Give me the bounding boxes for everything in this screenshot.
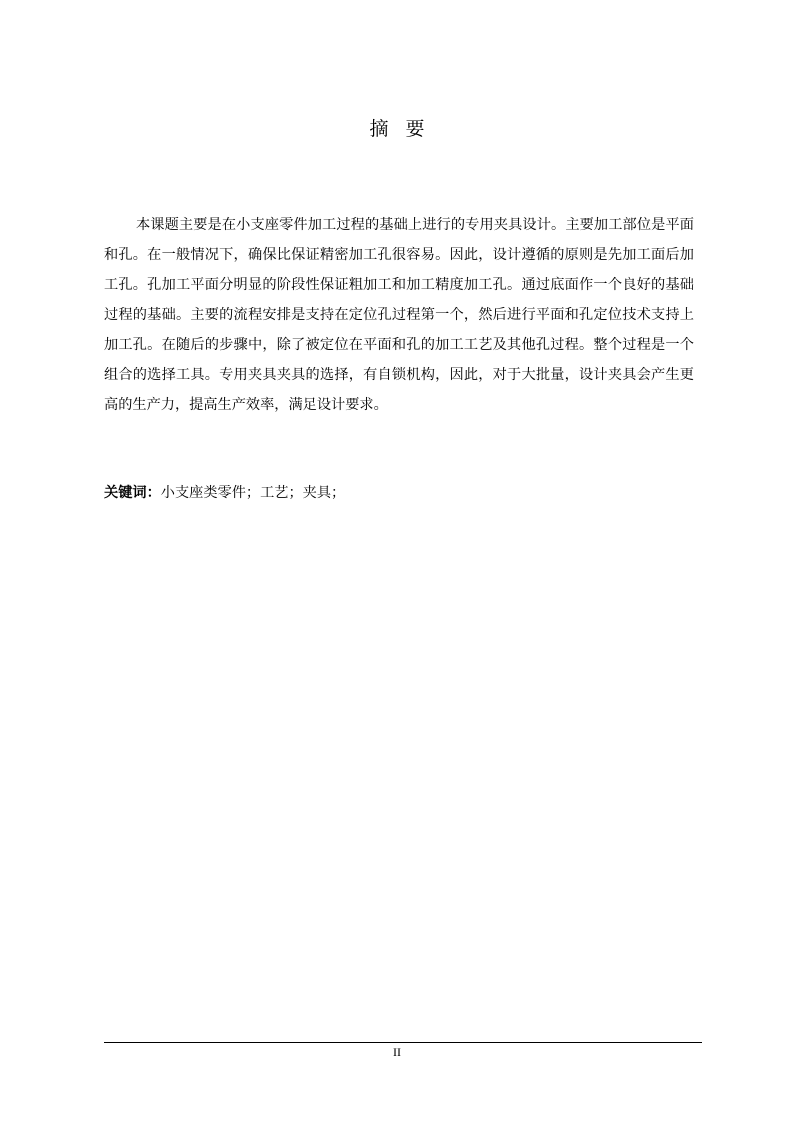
page-number: II — [393, 1045, 401, 1059]
keywords-line — [104, 480, 694, 506]
footer-divider — [104, 1042, 702, 1043]
keywords-value: 小支座类零件；工艺；夹具； — [160, 485, 346, 501]
abstract-paragraph: 本课题主要是在小支座零件加工过程的基础上进行的专用夹具设计。主要加工部位是平面和孔。在一般情况下，确保比保证精密加工孔很容易。因此，设计遵循的原则是先加工面后加工孔。孔加工平面分明显的阶段性保证粗加工和加工精度加工孔。通过底面作一个良好的基础过程的基础。主要的流程安排是支持在定位孔过程第一个，然后进行平面和孔定位技术支持上加工孔。在随后的步骤中，除了被定位在平面和孔的加工工艺及其他孔过程。整个过程是一个组合的选择工具。专用夹具夹具的选择，有自锁机构，因此，对于大批量，设计夹具会产生更高的生产力，提高生产效率，满足设计要求。 — [104, 217, 694, 413]
page-title: 摘要 — [369, 118, 442, 140]
keywords-label: 关键词： — [104, 485, 161, 501]
